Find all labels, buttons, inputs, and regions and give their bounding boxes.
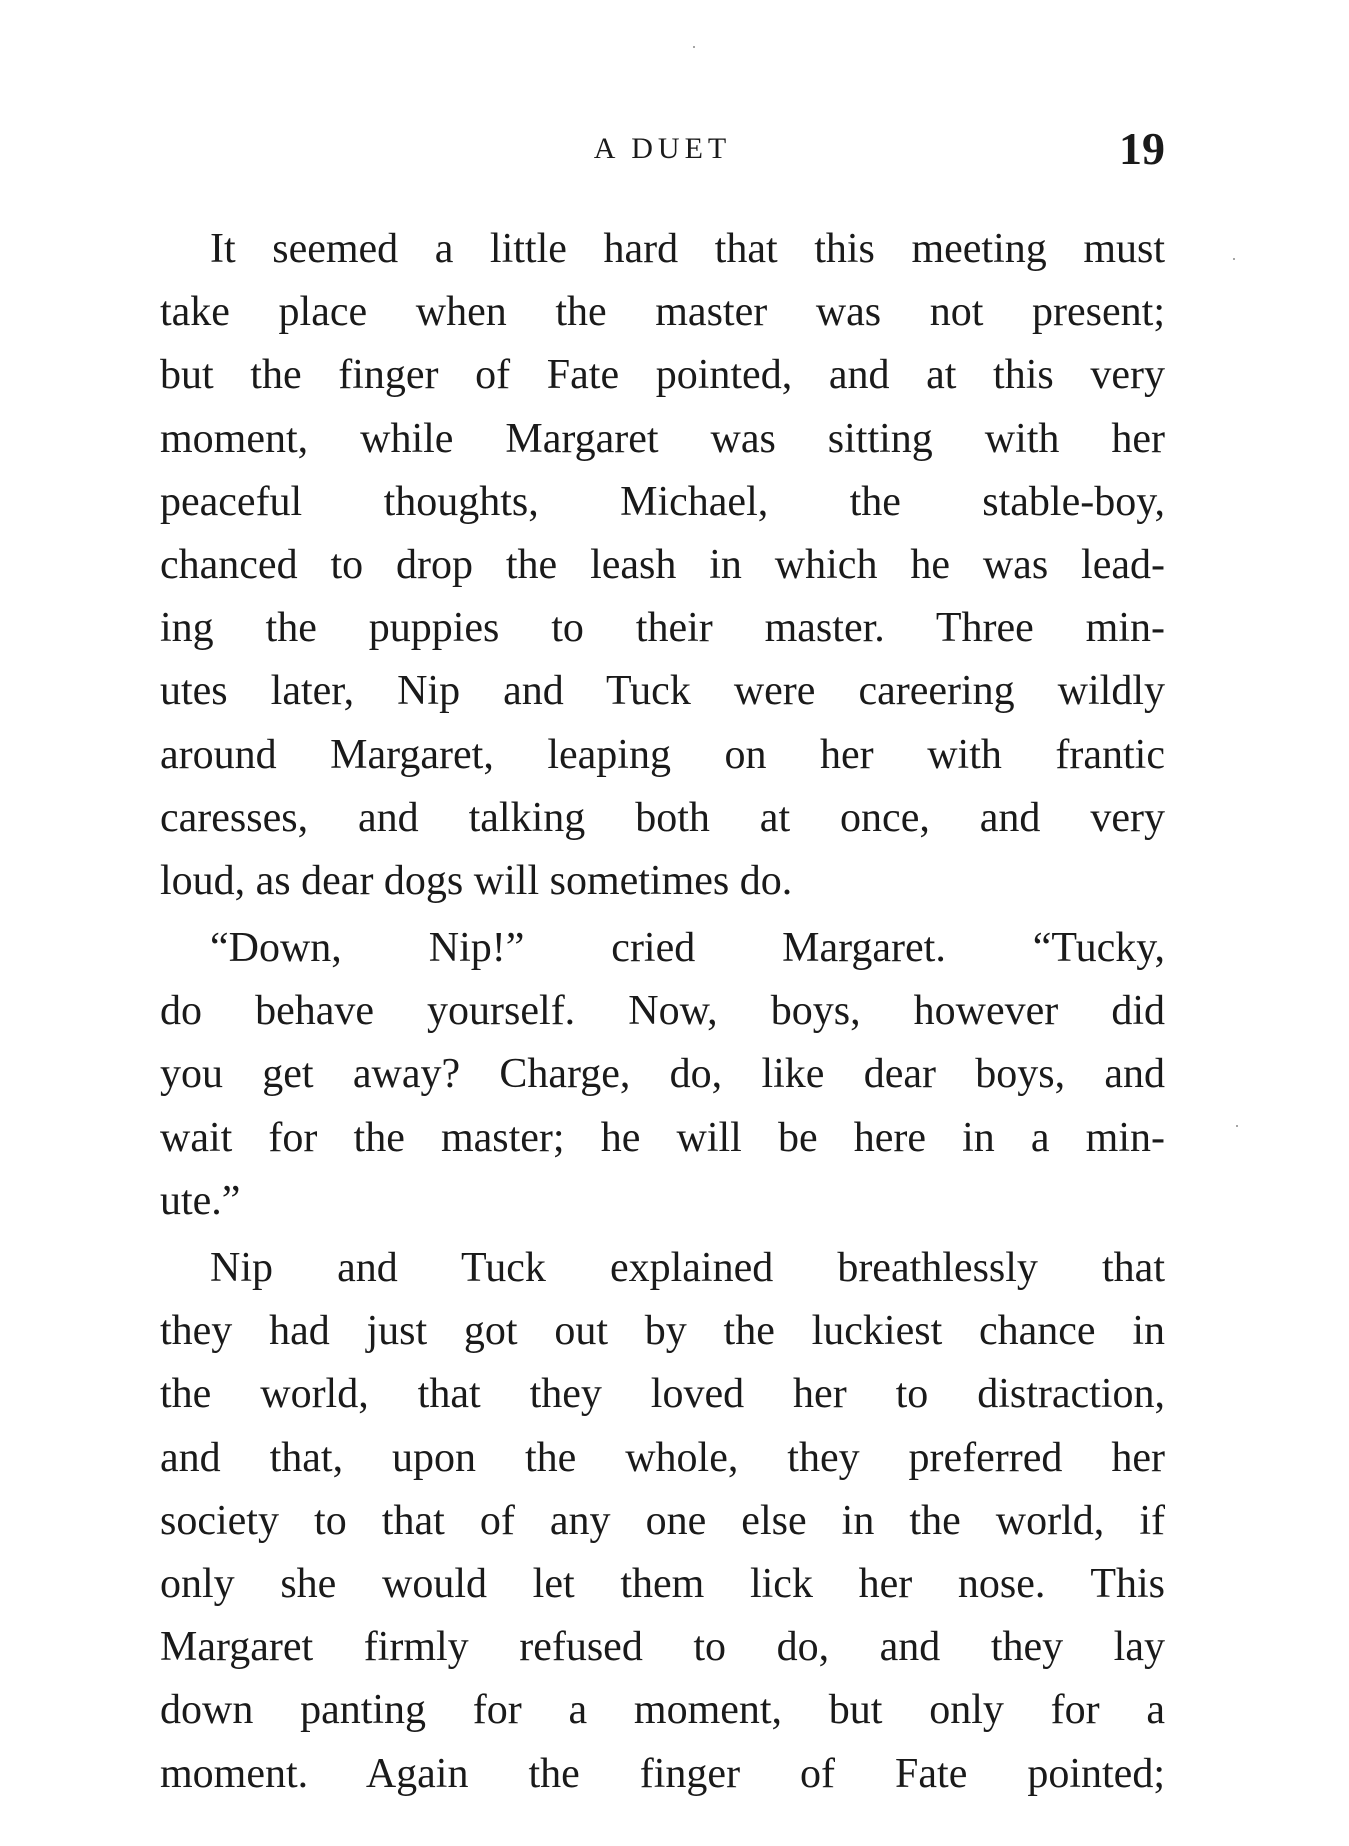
text-line: ing the puppies to their master. Three min-: [160, 605, 1165, 652]
text-line: moment, while Margaret was sitting with her: [160, 415, 1165, 462]
text-line: chanced to drop the leash in which he was lead-: [160, 541, 1165, 588]
text-line: loud, as dear dogs will sometimes do.: [160, 857, 793, 904]
running-head: [160, 123, 1165, 178]
text-line: and that, upon the whole, they preferred her: [160, 1434, 1165, 1481]
page-speck: [693, 46, 695, 48]
text-line: only she would let them lick her nose. This: [160, 1560, 1165, 1607]
text-line: It seemed a little hard that this meeting must: [210, 226, 1165, 272]
paragraph: [160, 1237, 1165, 1806]
text-line: but the finger of Fate pointed, and at this very: [160, 352, 1165, 399]
text-line: you get away? Charge, do, like dear boys, and: [160, 1051, 1165, 1098]
text-line: society to that of any one else in the world, if: [160, 1497, 1165, 1544]
text-line: Margaret firmly refused to do, and they lay: [160, 1624, 1165, 1671]
text-line: moment. Again the finger of Fate pointed;: [160, 1750, 1165, 1797]
running-title: A DUET: [593, 132, 732, 165]
text-line: caresses, and talking both at once, and very: [160, 794, 1165, 841]
text-line: peaceful thoughts, Michael, the stable-boy,: [160, 478, 1165, 525]
text-line: Nip and Tuck explained breathlessly that: [210, 1245, 1165, 1291]
text-line: around Margaret, leaping on her with frantic: [160, 731, 1165, 778]
text-line: they had just got out by the luckiest chance in: [160, 1308, 1165, 1355]
text-line: “Down, Nip!” cried Margaret. “Tucky,: [210, 925, 1165, 972]
page-number: 19: [1119, 123, 1165, 174]
text-line: wait for the master; he will be here in a min-: [160, 1114, 1165, 1161]
paragraph: [160, 218, 1165, 913]
page-speck: [1233, 258, 1235, 260]
page-speck: [1236, 1125, 1238, 1127]
text-line: ute.”: [160, 1177, 241, 1224]
body-text: [160, 218, 1165, 1806]
text-line: down panting for a moment, but only for a: [160, 1687, 1165, 1734]
text-line: utes later, Nip and Tuck were careering wildly: [160, 668, 1165, 715]
text-line: the world, that they loved her to distraction,: [160, 1371, 1165, 1418]
text-line: take place when the master was not present;: [160, 289, 1165, 336]
text-line: do behave yourself. Now, boys, however did: [160, 988, 1165, 1035]
paragraph: [160, 917, 1165, 1233]
